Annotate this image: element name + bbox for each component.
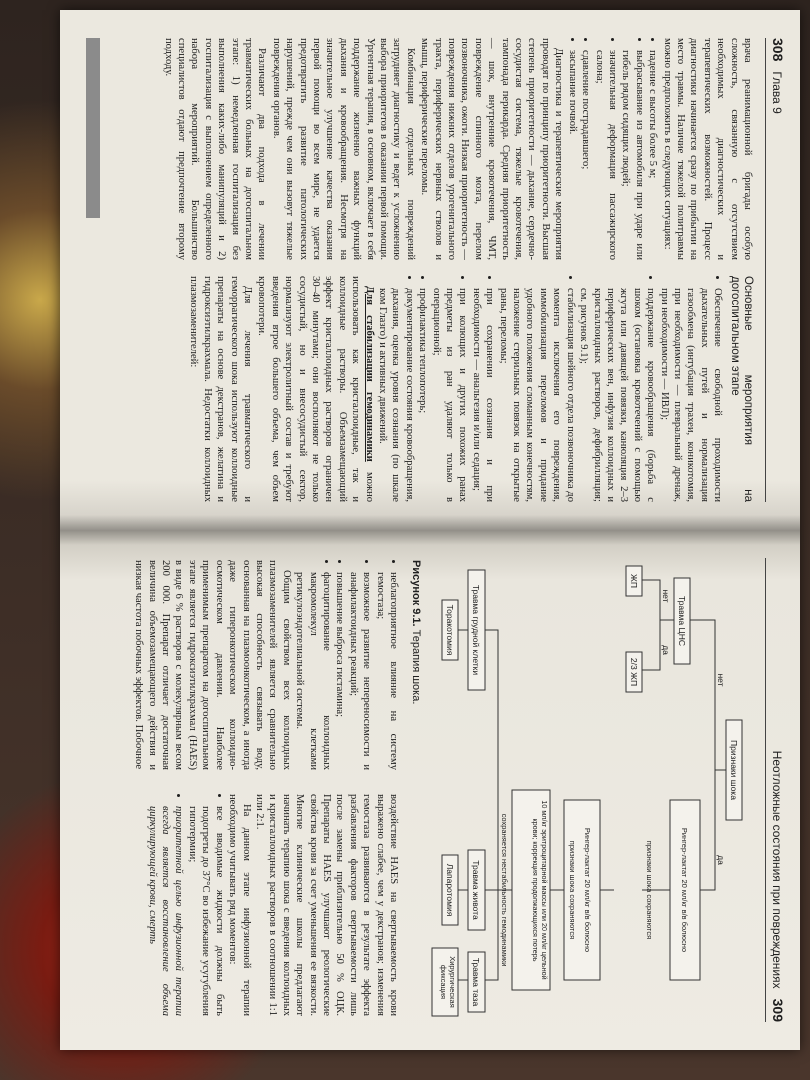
thumb-index-tab: [86, 38, 100, 218]
chapter-title: Глава 9: [770, 71, 784, 114]
label-laparotomy: Лапаротомия: [445, 863, 455, 917]
label-ringer-2: Рингер-лактат 20 мл/кг в/в болюсно: [583, 827, 592, 953]
left-column-1: [160, 38, 754, 260]
right-page-number: 309: [770, 998, 786, 1022]
open-book: [60, 10, 800, 1050]
list-item: • все вводимые жидкости должны быть подогреты до 37°С во избежание усугубления гипотермии;: [186, 806, 226, 1016]
list-item: • повышение выброса гистамина;: [333, 572, 346, 770]
inline-lead: Для стабилизации гемодинамики: [363, 286, 375, 462]
paragraph: Различают два подхода в лечении травматических больных на догоспитальном этапе: 1) немедленная госпитализация без выполнения каких-либо манипуляций и 2) госпитализация с выполнением определенного набора мероприятий. Большинство специалистов отдают предпочтение второму подходу.: [162, 38, 268, 260]
figure-caption: [410, 560, 422, 704]
right-column-2: [145, 794, 400, 1016]
paragraph-text: можно использовать как кристаллоидные, так и коллоидные растворы. Объемзамещающий эффект кристаллоидных растворов ограничен 30–40 минутами; они восполняют не только сосудистый, но и внесосудистый сектор, нормализуют электролитный состав и требуют введения втрое большего объема, чем объем кровопотери.: [256, 276, 375, 502]
list-item: • засыпание почвой.: [565, 50, 578, 260]
label-signs-persist-2: признаки шока сохраняются: [568, 840, 577, 940]
header-rule: [765, 38, 766, 502]
paragraph: воздействие HAES на свертываемость крови выражено слабее, чем у декстранов; изменения гемостаза развиваются в результате эффекта разбавления факторов свертываемости лишь после замены приблизительно 50 % ОЦК. Препараты HAES улучшают реологические свойства крови за счет уменьшения ее вязкости. Многие клинические школы предлагают начинать терапию шока с введения коллоидных и кристаллоидных растворов в соотношении 1:1 или 2:1.: [253, 794, 399, 1016]
list-item: • выбрасывание из автомобиля при ударе или гибель рядом сидящих людей;: [619, 50, 646, 260]
paragraph: Диагностика и терапевтические мероприятия проводят по принципу приоритетности. Высшая степень приоритетности — дыхание, сердечно-сосудистая система, тяжелые кровотечения, тампонада перикарда. Средняя приоритетность — шок, внутренние кровотечения, ЧМТ, повреждение спинного мозга, перелом позвоночника, ожоги. Низкая приоритетность — повреждения нижних отделов урогенитального тракта, периферических нервных стволов и мышц, периферические переломы.: [419, 38, 565, 260]
shock-therapy-flowchart: [430, 560, 760, 1020]
list-item: • значительная деформация пассажирского салона;: [592, 50, 619, 260]
paragraph: [255, 276, 376, 502]
right-running-head: [770, 751, 786, 1022]
list-item: • Обеспечение свободной проходимости дыхательных путей и нормализация газообмена (интубация трахеи, коникотомия, при необходимости — плевральный дренаж, при необходимости — ИВЛ);: [657, 288, 724, 502]
paragraph: Для лечения травматического и геморрагического шока используют коллоидные препараты на основе декстранов, желатина и гидроксиэтилкрахмала. Недостатки коллоидных плазмозаменителей:: [188, 276, 253, 502]
list-item: • возможное развитие непереносимости и анафилактоидных реакций;: [346, 572, 373, 770]
label-thoracotomy: Торакотомия: [445, 604, 455, 656]
label-unstable: сохраняется нестабильность гемодинамики: [500, 813, 509, 967]
label-no: нет: [716, 673, 726, 687]
right-column-1: [132, 560, 400, 770]
label-signs-persist-1: признаки шока сохраняются: [645, 840, 654, 940]
label-zhp: ЖП: [629, 574, 639, 588]
prehospital-measures-list: [376, 276, 725, 502]
label-yes-2: да: [661, 645, 671, 655]
label-abdomen-trauma: Травма живота: [471, 860, 481, 920]
label-shock-signs: Признаки шока: [729, 740, 739, 800]
list-item: • сдавление пострадавшего;: [579, 50, 592, 260]
label-no-2: нет: [661, 589, 671, 603]
list-item: • падение с высоты более 5 м;: [646, 50, 659, 260]
list-item: • профилактика теплопотерь;: [416, 288, 429, 502]
right-page: [60, 530, 800, 1050]
label-chest-trauma: Травма грудной клетки: [471, 584, 481, 676]
trauma-criteria-list: [565, 38, 659, 260]
left-column-2: [186, 276, 754, 502]
list-item: • стабилизация шейного отдела позвоночника до момента исключения его повреждения, иммобилизация переломов и придание удобного положения сломанным конечностям, наложение стерильных повязок на открытые раны, переломы;: [496, 288, 576, 502]
colloid-drawbacks-list: [293, 560, 400, 770]
list-item: • при колющих и других похожих ранах предметы из ран удаляют только в операционной;: [429, 288, 469, 502]
paragraph: Комбинация отдельных повреждений затрудняет диагностику и ведет к усложнению выбора приоритетов в оказании первой помощи. Ургентная терапия, в основном, включает в себя поддержание жизненно важных функций дыхания и кровообращения. Несмотря на значительное улучшение качества оказания первой помощи во всем мире, не удается предотвратить развитие патологических нарушений, прежде чем они вызовут тяжелые повреждения органов.: [270, 38, 416, 260]
list-item: • фагоцитирование коллоидных макромолекул клетками ретикулоэндотелиальной системы.: [293, 572, 333, 770]
section-heading: Основные мероприятия на догоспитальном этапе: [728, 276, 754, 502]
list-item: • приоритетной целью инфузионной терапии всегда является восстановление объема циркулирующей крови, смерть: [145, 806, 185, 1016]
label-ringer-1: Рингер-лактат 20 мл/кг в/в болюсно: [680, 827, 689, 953]
caption-text: Терапия шока.: [410, 626, 422, 705]
label-rbc: 10 мл/кг эритроцитарной массы или 20 мл/кг цельной крови; коррекция продолжающихся потерь: [531, 800, 549, 980]
caption-number: Рисунок 9.1.: [410, 560, 422, 627]
list-item: • неблагоприятное влияние на систему гемостаза;: [373, 572, 400, 770]
list-item: • документирование состояния кровообращения, дыхания, оценка уровня сознания (по шкале ком Глазго) и активных движений.: [376, 288, 416, 502]
left-page: [60, 10, 800, 530]
paragraph: На данном этапе инфузионной терапии необходимо учитывать ряд моментов:: [227, 794, 252, 1016]
label-two-thirds: 2/3 ЖП: [629, 657, 639, 687]
label-pelvis-trauma: Травма таза: [471, 957, 481, 1007]
book-gutter: [60, 515, 800, 545]
list-item: • при сохранении сознания и при необходимости — анальгезия и/или седация;: [469, 288, 496, 502]
left-page-number: 308: [770, 38, 786, 62]
label-cns-trauma: Травма ЦНС: [677, 595, 687, 647]
list-item: • поддержание кровообращения (борьба с шоком (остановка кровотечений с помощью жгута или давящей повязки, канюляция 2–3 периферических вен, инфузия коллоидных и кристаллоидных растворов, дефибрилляция; см. рисунок 9.1);: [577, 288, 657, 502]
paragraph: врача реанимационной бригады особую сложность, связанную с отсутствием необходимых диагностических и терапевтических возможностей. Процесс диагностики начинается сразу по прибытии на место травмы. Наличие тяжелой политравмы можно предположить в следующих ситуациях:: [661, 38, 753, 260]
left-running-head: [770, 38, 786, 114]
header-rule: [765, 558, 766, 1022]
infusion-notes-list: [145, 794, 225, 1016]
label-yes: да: [716, 855, 726, 865]
label-surgical-fix: Хирургическая фиксация: [439, 956, 457, 1008]
running-head-title: Неотложные состояния при повреждениях: [770, 750, 784, 989]
paragraph: Общим свойством всех коллоидных плазмозаменителей является сравнительно высокая способность связывать воду, основанная на плазмоонкотическом, а иногда даже гиперонкотическом коллоидно-осмотическом давлении. Наиболее применимым препаратом на догоспитальном этапе является гидроксиэтилкрахмал (HAES) в виде 6 % растворов с молекулярным весом 200 000. Препарат отличает достаточная величина объемозамещающего действия и низкая частота побочных эффектов. Побочное: [133, 560, 292, 770]
